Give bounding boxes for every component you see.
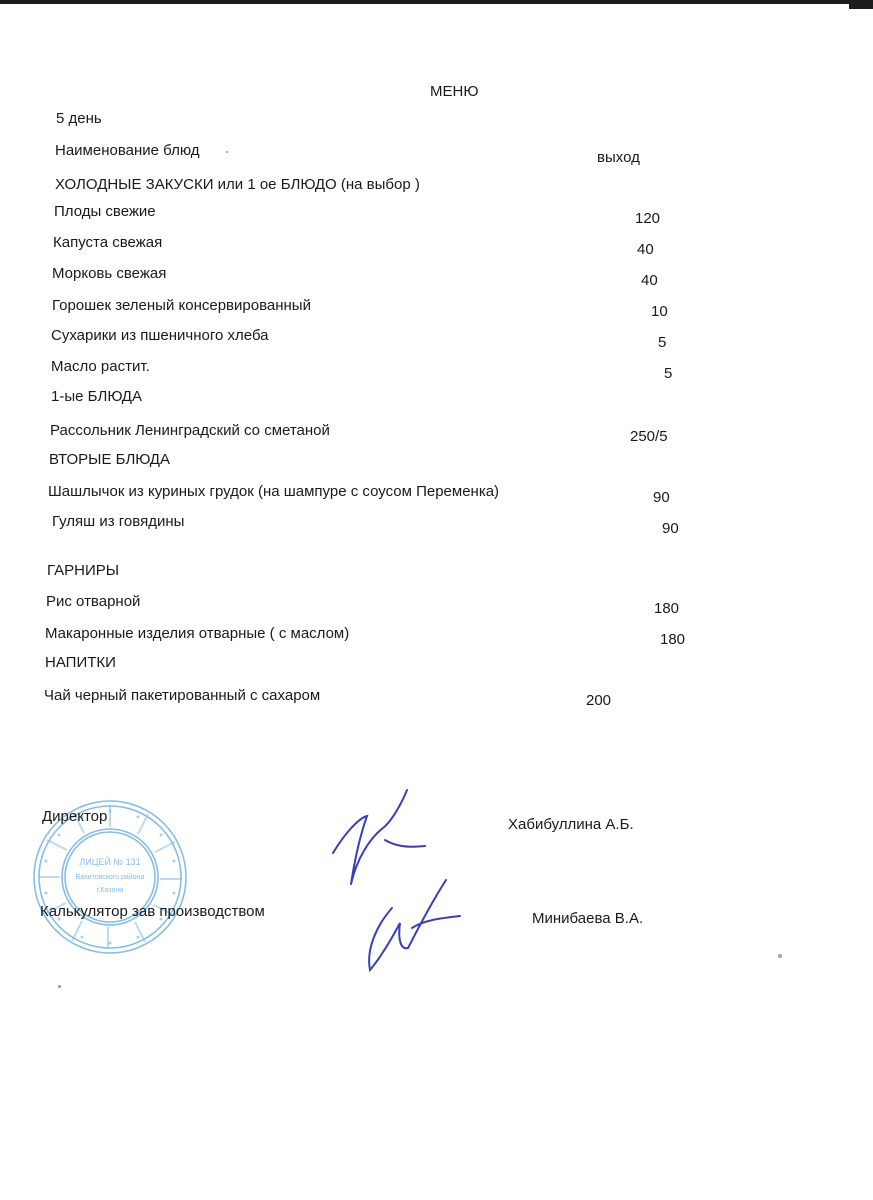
signature-role-calculator: Калькулятор зав производством xyxy=(40,903,265,920)
section-first-courses: 1-ые БЛЮДА xyxy=(51,388,142,405)
header-output: выход xyxy=(597,149,640,166)
dish-label: Горошек зеленый консервированный xyxy=(52,297,311,314)
section-drinks: НАПИТКИ xyxy=(45,654,116,671)
stamp-line: г.Казани xyxy=(96,887,124,894)
scan-speck xyxy=(226,151,228,153)
dish-label: Капуста свежая xyxy=(53,234,163,251)
dish-label: Гуляш из говядины xyxy=(52,513,185,530)
signature-role-director: Директор xyxy=(42,808,108,825)
day-label: 5 день xyxy=(56,110,102,127)
section-second-courses: ВТОРЫЕ БЛЮДА xyxy=(49,451,170,468)
dish-label: Рис отварной xyxy=(46,593,141,610)
dish-output: 200 xyxy=(586,692,612,709)
dish-output: 90 xyxy=(653,489,670,506)
dish-output: 5 xyxy=(658,334,667,351)
stamp-line: ЛИЦЕЙ № 131 xyxy=(79,857,141,867)
dish-label: Шашлычок из куриных грудок (на шампуре с соусом Переменка) xyxy=(48,483,500,500)
dish-label: Масло растит. xyxy=(51,358,150,375)
scan-edge-corner xyxy=(849,0,873,9)
dish-output: 5 xyxy=(664,365,673,382)
dish-output: 180 xyxy=(654,600,680,617)
dish-label: Морковь свежая xyxy=(52,265,167,282)
dish-output: 40 xyxy=(641,272,658,289)
signature-name-calculator: Минибаева В.А. xyxy=(532,910,644,927)
menu-title: МЕНЮ xyxy=(430,83,479,100)
dish-label: Плоды свежие xyxy=(54,203,156,220)
section-garnishes: ГАРНИРЫ xyxy=(47,562,120,579)
dish-output: 90 xyxy=(662,520,679,537)
dish-label: Сухарики из пшеничного хлеба xyxy=(51,327,269,344)
stamp-line: Вахитовского района xyxy=(75,874,145,881)
header-name: Наименование блюд xyxy=(55,142,200,159)
dish-output: 10 xyxy=(651,303,668,320)
scan-speck xyxy=(58,985,61,988)
section-cold-snacks: ХОЛОДНЫЕ ЗАКУСКИ или 1 ое БЛЮДО (на выбор ) xyxy=(55,176,420,193)
dish-label: Чай черный пакетированный с сахаром xyxy=(44,687,321,704)
dish-label: Рассольник Ленинградский со сметаной xyxy=(50,422,330,439)
dish-output: 40 xyxy=(637,241,654,258)
scan-speck xyxy=(778,954,782,958)
dish-output: 250/5 xyxy=(630,428,668,445)
dish-output: 120 xyxy=(635,210,661,227)
dish-label: Макаронные изделия отварные ( с маслом) xyxy=(45,625,350,642)
dish-output: 180 xyxy=(660,631,686,648)
signature-calculator-icon xyxy=(362,878,472,978)
scan-edge xyxy=(0,0,873,4)
signature-name-director: Хабибуллина А.Б. xyxy=(508,816,634,833)
